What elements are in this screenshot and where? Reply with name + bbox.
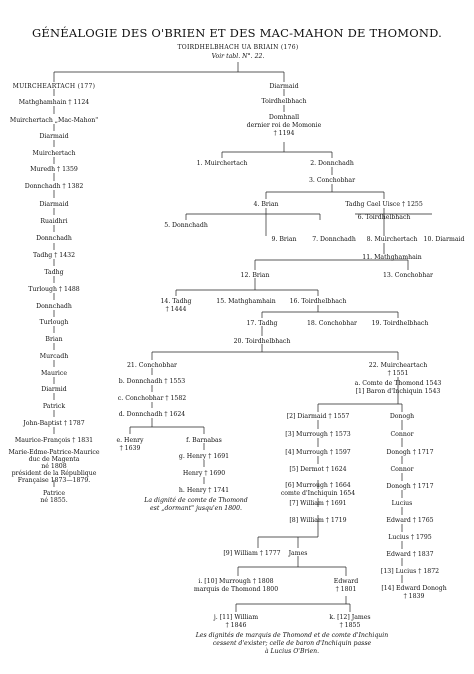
annotation: La dignité de comte de Thomond <box>144 497 248 504</box>
person: Muirchertach <box>32 150 76 157</box>
person: Marie-Edme-Patrice-Maurice <box>8 449 100 456</box>
person-date: † 1551 <box>387 370 409 377</box>
person: 2. Donnchadh <box>310 160 354 167</box>
person-date: † 1855 <box>339 622 361 629</box>
person: Maurice-François † 1831 <box>14 437 94 444</box>
person: 19. Toirdhelbhach <box>371 320 429 327</box>
person: 20. Toirdhelbhach <box>233 338 291 345</box>
person: [2] Diarmaid † 1557 <box>286 413 350 420</box>
person: f. Barnabas <box>186 437 222 444</box>
person: Patrice <box>42 490 66 497</box>
person: Turlough <box>39 319 69 326</box>
person-title: comte d'Inchiquin 1654 <box>280 490 356 497</box>
person: [4] Murrough † 1597 <box>285 449 351 456</box>
person: [7] William † 1691 <box>289 500 347 507</box>
person: Toirdhelbhach <box>261 98 307 105</box>
person-date: Française 1873—1879. <box>17 477 91 484</box>
person: [3] Murrough † 1573 <box>285 431 351 438</box>
person: h. Henry † 1741 <box>178 487 230 494</box>
person: c. Conchobhar † 1582 <box>117 395 187 402</box>
person: 11. Mathghamhain <box>362 254 422 261</box>
person: Diarmaid <box>269 83 299 90</box>
person: [6] Murrough † 1664 <box>285 482 351 489</box>
person: Diarmid <box>41 386 67 393</box>
person: d. Donnchadh † 1624 <box>118 411 186 418</box>
person: 9. Brian <box>271 236 297 243</box>
person: Diarmaid <box>39 201 69 208</box>
person: [13] Lucius † 1872 <box>380 568 440 575</box>
person: Edward † 1765 <box>386 517 434 524</box>
person-date: né 1855. <box>40 497 68 504</box>
person-title: duc de Magenta <box>28 456 80 463</box>
person: 8. Muirchertach <box>366 236 418 243</box>
person: Donnchadh <box>36 235 72 242</box>
person-date: né 1808 <box>41 463 67 470</box>
person: 3. Conchobhar <box>308 177 356 184</box>
person-title: président de la République <box>11 470 97 477</box>
person-title: a. Comte de Thomond 1543 <box>354 380 442 387</box>
person: 21. Conchobhar <box>126 362 178 369</box>
person: Connor <box>390 466 414 473</box>
person: 7. Donnchadh <box>312 236 356 243</box>
person: 12. Brian <box>240 272 270 279</box>
person: 22. Muircheartach <box>368 362 428 369</box>
person: g. Henry † 1691 <box>178 453 230 460</box>
person: 6. Toirdhelbhach <box>357 214 411 221</box>
person: 17. Tadhg <box>246 320 278 327</box>
person-date: † 1839 <box>403 593 425 600</box>
person: Donnchadh <box>36 303 72 310</box>
footnote: cessent d'exister; celle de baron d'Inchiquin passe <box>212 640 372 647</box>
person: Connor <box>390 431 414 438</box>
person: b. Donnchadh † 1553 <box>118 378 186 385</box>
page-title: GÉNÉALOGIE DES O'BRIEN ET DES MAC-MAHON DE THOMOND. <box>32 26 442 40</box>
footnote: Les dignités de marquis de Thomond et de comte d'Inchiquin <box>195 632 389 639</box>
person: Diarmaid <box>39 133 69 140</box>
person: Tadhg Cael Uisce † 1255 <box>345 201 423 208</box>
person: Lucius <box>391 500 413 507</box>
person-title: dernier roi de Momonie <box>246 122 322 129</box>
person: Patrick <box>42 403 66 410</box>
person: [9] William † 1777 <box>223 550 281 557</box>
person: Ruaidhri <box>40 218 68 225</box>
person: 1. Muirchertach <box>196 160 248 167</box>
person-date: † 1801 <box>335 586 357 593</box>
person: e. Henry <box>116 437 144 444</box>
person: Tadhg <box>44 269 64 276</box>
person: 18. Conchobhar <box>306 320 358 327</box>
table-reference: Voir tabl. N°. 22. <box>211 53 265 60</box>
person: 13. Conchobhar <box>382 272 434 279</box>
person-title: [1] Baron d'Inchiquin 1543 <box>355 388 441 395</box>
person: Mathghamhain † 1124 <box>18 99 90 106</box>
person: Tadhg † 1432 <box>32 252 76 259</box>
person: j. [11] William <box>213 614 259 621</box>
person: 15. Mathghamhain <box>216 298 276 305</box>
person: i. [10] Murrough † 1808 <box>198 578 274 585</box>
root-person: TOIRDHELBHACH UA BRIAIN (176) <box>177 44 299 51</box>
person: 5. Donnchadh <box>164 222 208 229</box>
person: Donnchadh † 1382 <box>24 183 84 190</box>
person: 14. Tadhg <box>160 298 192 305</box>
person: 10. Diarmaid <box>423 236 465 243</box>
person: [8] William † 1719 <box>289 517 347 524</box>
person: [14] Edward Donogh <box>381 585 447 592</box>
person: [5] Dermot † 1624 <box>289 466 347 473</box>
annotation: est „dormant" jusqu'en 1800. <box>149 505 243 512</box>
person: Turlough † 1488 <box>28 286 80 293</box>
footnote: à Lucius O'Brien. <box>264 648 320 655</box>
person: Brian <box>45 336 63 343</box>
person: Edward † 1837 <box>386 551 434 558</box>
person: 16. Toirdhelbhach <box>289 298 347 305</box>
person: Murcadh <box>39 353 69 360</box>
person: Lucius † 1795 <box>388 534 432 541</box>
person-date: † 1639 <box>119 445 141 452</box>
person: John-Baptist † 1787 <box>23 420 85 427</box>
person: MUIRCHEARTACH (177) <box>12 83 96 90</box>
person: k. [12] James <box>329 614 371 621</box>
person: Donogh † 1717 <box>386 449 434 456</box>
person: James <box>288 550 308 557</box>
person-date: † 1444 <box>165 306 187 313</box>
person-title: marquis de Thomond 1800 <box>193 586 279 593</box>
person: Muredh † 1359 <box>30 166 78 173</box>
person-date: † 1846 <box>225 622 247 629</box>
person: Maurice <box>40 370 68 377</box>
person: Edward <box>333 578 359 585</box>
person: Donogh <box>389 413 415 420</box>
person: Henry † 1690 <box>182 470 226 477</box>
person: 4. Brian <box>253 201 279 208</box>
person: Donogh † 1717 <box>386 483 434 490</box>
person-date: † 1194 <box>273 130 295 137</box>
person: Domhnall <box>268 114 300 121</box>
person: Muirchertach „Mac-Mahon" <box>9 117 99 124</box>
